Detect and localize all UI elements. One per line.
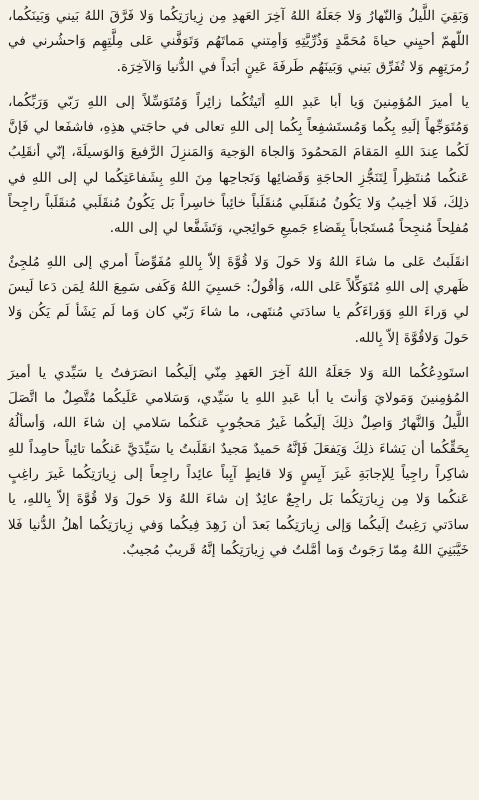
paragraph-intercession: يا أميرَ المُؤمِنينَ وَيا أبا عَبدِ اللهِ أتَيتُكُما زائِراً وَمُتَوَسِّلاً إلى اللهِ رَبّي وَرَبِّكُما، وَمُتَوَجِّهاً إلَيهِ بِكُما وَمُستَشفِعاً بِكُما إلى اللهِ تعالى في حاجَتي هذِهِ، فاشفَعا لي فَإنَّ لَكُما عِندَ اللهِ المَقامَ المَحمُودَ وَالجاهَ الوَجيهَ وَالمَنزِلَ الرَّفيعَ وَالوَسيلَةَ، إنّي أنقَلِبُ عَنكُما مُنتَظِراً لِتَنَجُّزِ الحاجَةِ وَقَضائِها وَنَجاحِها مِنَ اللهِ بِشَفاعَتِكُما لي إلى اللهِ في ذلِكَ، فَلا أخِيبُ وَلا يَكُونُ مُنقَلَبي مُنقَلَباً خائِباً خاسِراً بَل يَكُونُ مُنقَلَبي مُنقَلَباً راجِحاً مُفلِحاً مُنجِحاً مُستَجاباً بِقَضاءِ جَميعِ حَوائِجي، وَتَشَفَّعا لي إلى الله. xyxy=(8,93,469,237)
paragraph-departure: انقَلَبتُ عَلى ما شاءَ اللهُ وَلا حَولَ وَلا قُوَّةَ إلاّ بِاللهِ مُفَوِّضاً أمري إلى اللهِ مُلجِئٌ ظَهري إلى اللهِ مُتَوَكِّلاً عَلى الله، وَأقُولُ: حَسبِيَ اللهُ وَكَفى سَمِعَ اللهُ لِمَن دَعا لَيسَ لي وَراءَ اللهِ وَوَراءَكُم يا سادَتي مُنتَهى، ما شاءَ رَبّي كان وَما لَم يَشَأ لَم يَكُن وَلا حَولَ وَلاقُوَّةَ إلاّ بِالله. xyxy=(8,253,469,346)
paragraph-farewell-greeting: استَودِعُكُما اللهَ وَلا جَعَلَهُ اللهُ آخِرَ العَهدِ مِنّي إلَيكُما انصَرَفتُ يا سَيِّدي يا أميرَ المُؤمِنينَ وَمَولايَ وَأنتَ يا أبا عَبدِ اللهِ يا سَيِّدي، وَسَلامي عَلَيكُما مُتَّصِلٌ ما اتَّصَلَ اللَّيلُ وَالنَّهارُ وَاصِلٌ ذلِكَ إلَيكُما غَيرُ مَحجُوبٍ عَنكُما سَلامي إن شاءَ الله، وَأسألُهُ بِحَقِّكُما أن يَشاءَ ذلِكَ وَيَفعَلَ فَإنَّهُ حَميدٌ مَجيدٌ انقَلَبتُ يا سَيِّدَيَّ عَنكُما تائِباً حامِداً للهِ شاكِراً راجِياً لِلإجابَةِ غَيرَ آيِسٍ وَلا قانِطٍ آيِباً عائِداً راجِعاً إلى زِيارَتِكُما غَيرَ راغِبٍ عَنكُما وَلا مِن زِيارَتِكُما بَل راجِعٌ عائِدٌ إن شاءَ اللهُ وَلا حَولَ وَلا قُوَّةَ إلاّ بِاللهِ، يا سادَتي رَغِبتُ إلَيكُما وَإلى زِيارَتِكُما بَعدَ أن زَهِدَ فِيكُما وَفي زِيارَتِكُما أهلُ الدُّنيا فَلا خَيَّبَنِيَ اللهُ مِمّا رَجَوتُ وَما أمَّلتُ في زِيارَتِكُما إنَّهُ قَريبٌ مُجيبٌ. xyxy=(8,364,469,558)
paragraph-farewell-prayer: وَبَقِيَ اللَّيلُ وَالنّهارُ وَلا جَعَلَهُ اللهُ آخِرَ العَهدِ مِن زِيارَتِكُما وَلا فَرَّقَ اللهُ بَيني وَبَينَكُما، اللّهمّ أحيِني حياةَ مُحَمَّدٍ وَذُرِّيَّتِهِ وَأمِتني مَماتَهُم وَتَوَفَّني عَلى مِلَّتِهِم وَاحشُرني في زُمرَتِهِم وَلا تُفَرِّق بَيني وَبَينَهُم طَرفَةَ عَينٍ أبَداً في الدُّنيا وَالآخِرَة. xyxy=(8,8,469,75)
